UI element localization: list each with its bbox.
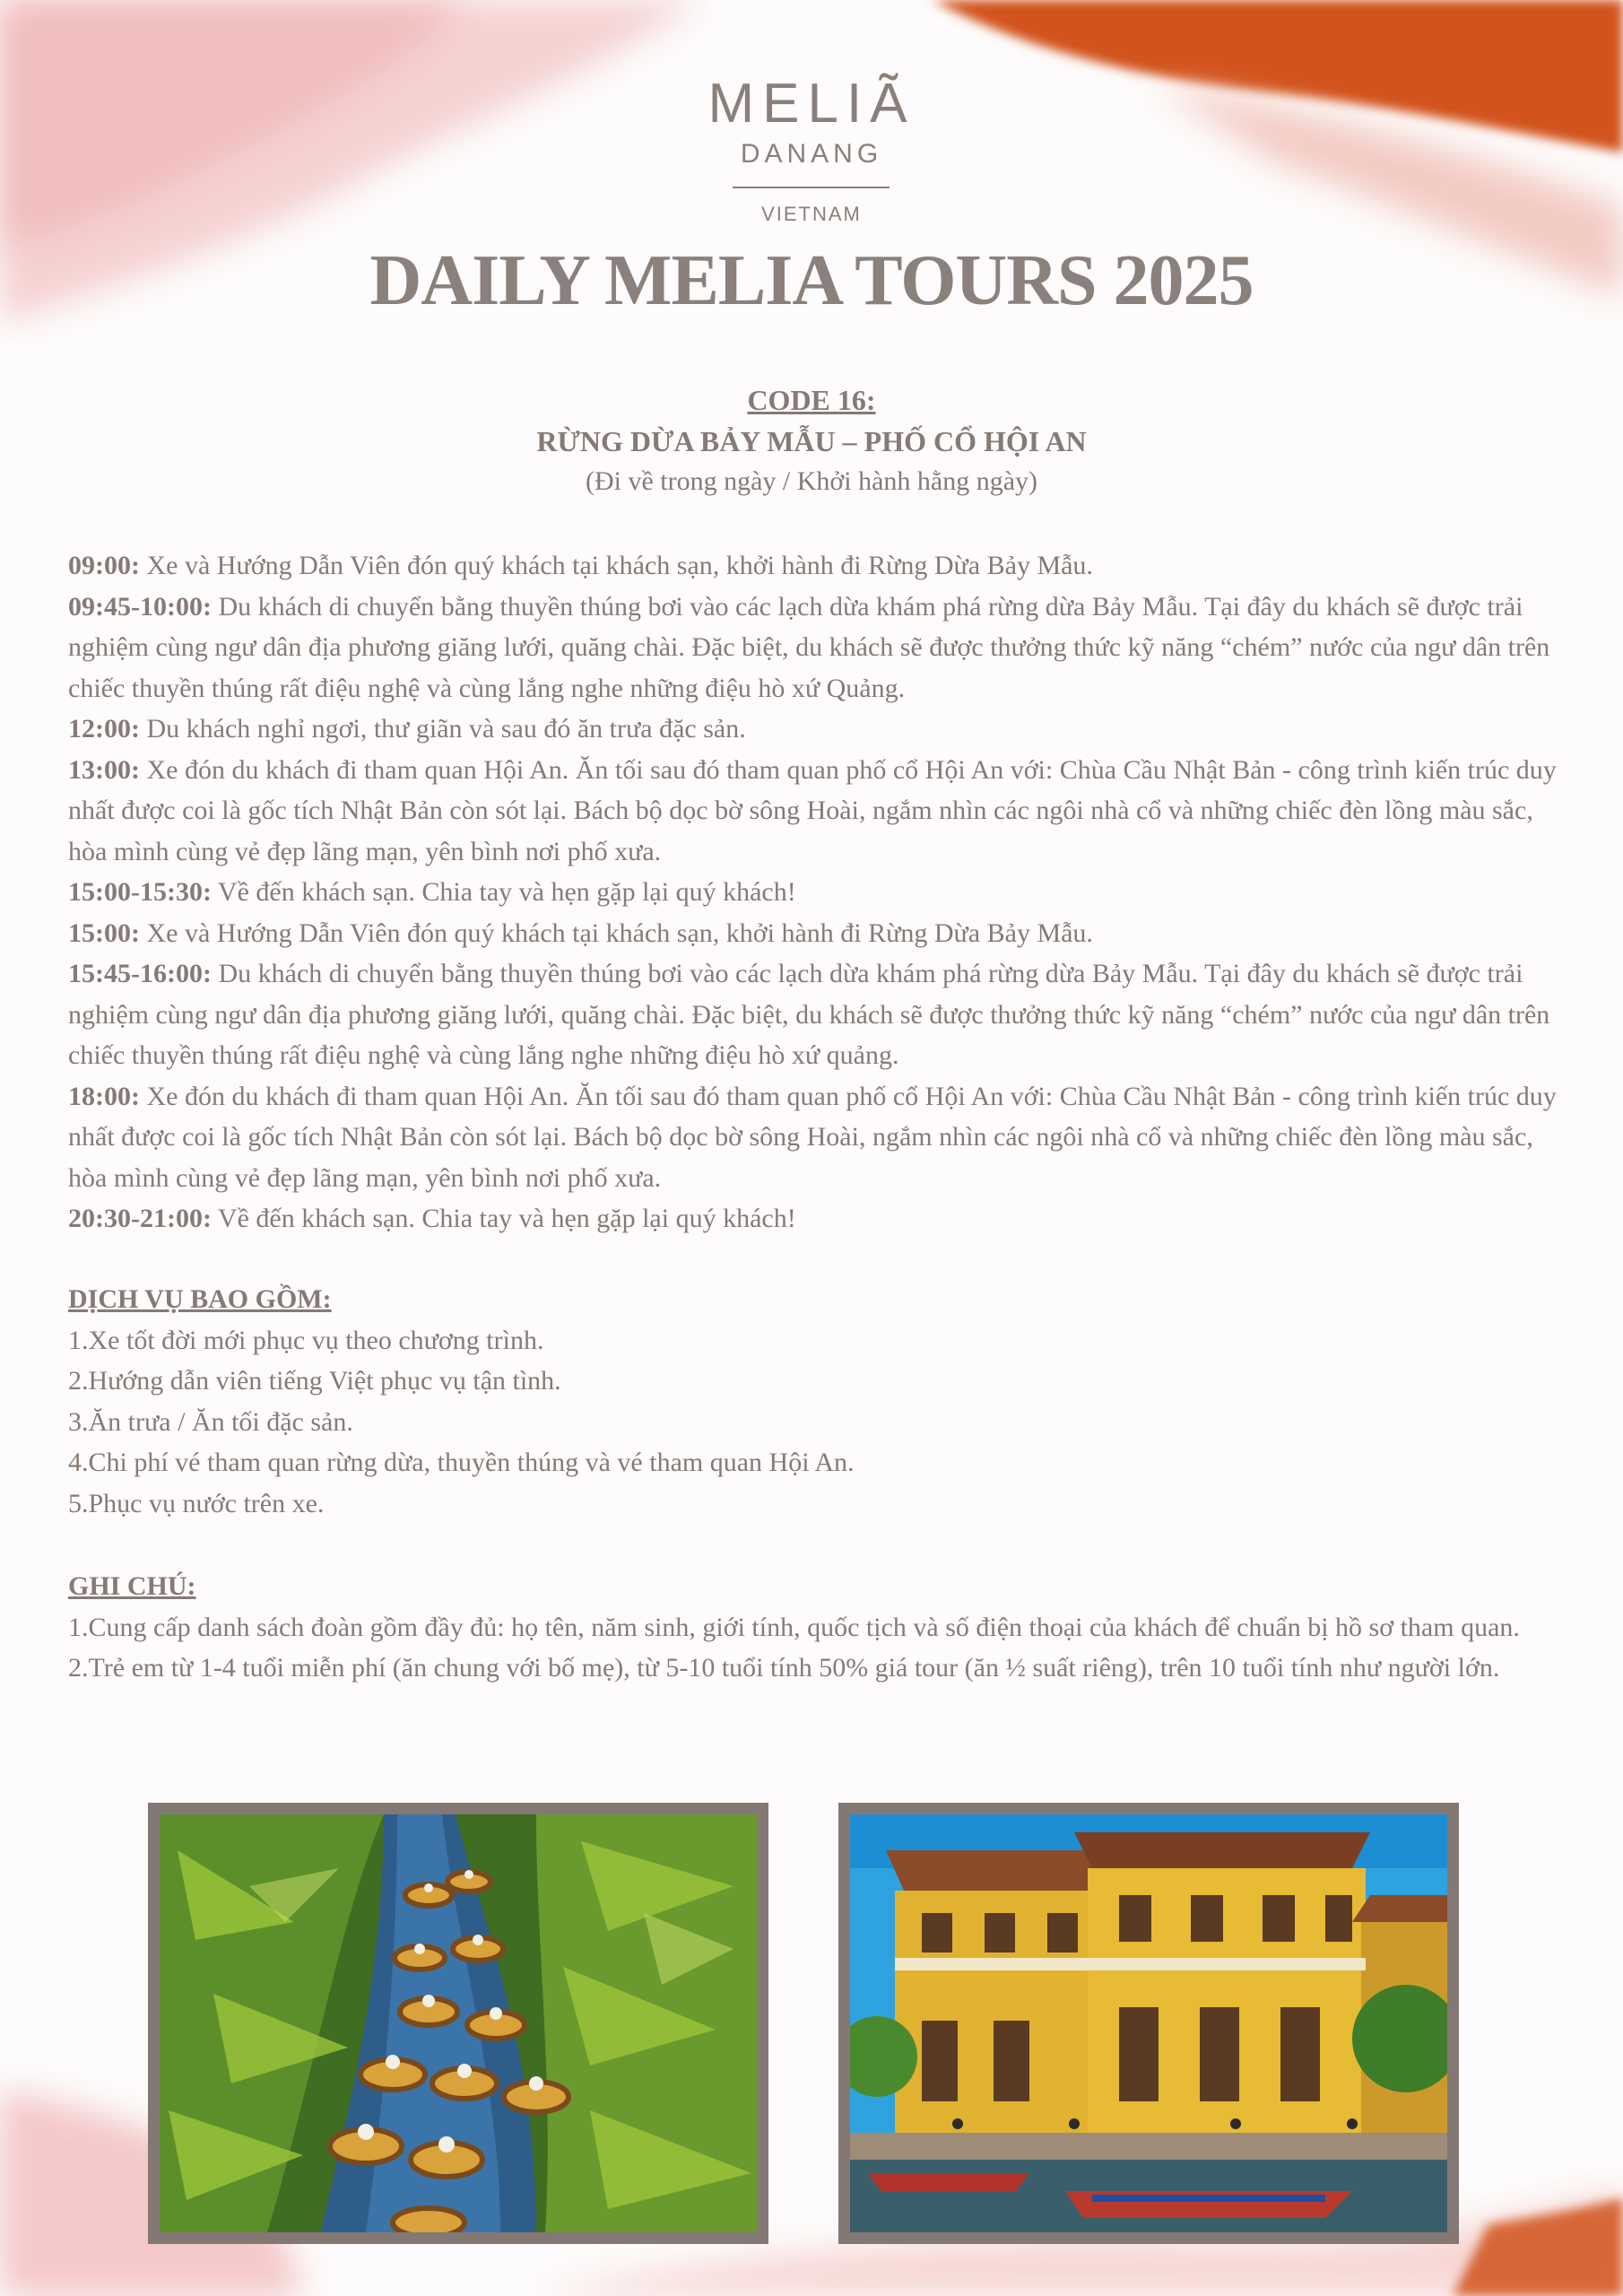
itinerary-item [68,1198,1557,1239]
itinerary-time: 18:00: [68,1081,140,1111]
itinerary-item [68,587,1557,709]
itinerary-time: 20:30-21:00: [68,1204,212,1233]
coconut-forest-image [160,1814,757,2232]
service-item: 2.Hướng dẫn viên tiếng Việt phục vụ tận tình. [68,1366,561,1396]
logo-divider [733,187,890,188]
tour-route: RỪNG DỪA BẢY MẪU – PHỐ CỔ HỘI AN [536,425,1087,457]
itinerary-text: Du khách di chuyển bằng thuyền thúng bơi vào các lạch dừa khám phá rừng dừa Bảy Mẫu. Tại đây du khách sẽ được trải nghiệm cùng ngư dân địa phương giăng lưới, quăng chài. Đặc biệt, du khách sẽ được thưởng thức kỹ năng “chém” nước của ngư dân trên chiếc thuyền thúng rất điệu nghệ và cùng lắng nghe những điệu hò xứ quảng. [68,959,1550,1070]
itinerary-text: Xe đón du khách đi tham quan Hội An. Ăn tối sau đó tham quan phố cổ Hội An với: Chùa Cầu Nhật Bản - công trình kiến trúc duy nhất được coi là gốc tích Nhật Bản còn sót lại. Bách bộ dọc bờ sông Hoài, ngắm nhìn các ngôi nhà cổ và những chiếc đèn lồng màu sắc, hòa mình cùng vẻ đẹp lãng mạn, yên bình nơi phố xưa. [68,754,1557,866]
note-item: 1.Cung cấp danh sách đoàn gồm đầy đủ: họ tên, năm sinh, giới tính, quốc tịch và số điện thoại của khách để chuẩn bị hồ sơ tham quan. [68,1612,1520,1642]
photo-hoi-an [838,1803,1459,2244]
note-item: 2.Trẻ em từ 1-4 tuổi miễn phí (ăn chung với bố mẹ), từ 5-10 tuổi tính 50% giá tour (ăn ½ suất riêng), trên 10 tuổi tính như người lớn. [68,1653,1500,1683]
service-item: 5.Phục vụ nước trên xe. [68,1488,325,1518]
service-item: 3.Ăn trưa / Ăn tối đặc sản. [68,1406,353,1437]
notes-section [68,1566,1557,1689]
itinerary-text: Du khách di chuyển bằng thuyền thúng bơi vào các lạch dừa khám phá rừng dừa Bảy Mẫu. Tại đây du khách sẽ được trải nghiệm cùng ngư dân địa phương giăng lưới, quăng chài. Đặc biệt, du khách sẽ được thưởng thức kỹ năng “chém” nước của ngư dân trên chiếc thuyền thúng rất điệu nghệ và cùng lắng nghe những điệu hò xứ Quảng. [68,591,1550,703]
tour-code: CODE 16: [747,384,876,416]
service-item: 4.Chi phí vé tham quan rừng dừa, thuyền thúng và vé tham quan Hội An. [68,1448,855,1477]
page-title: DAILY MELIA TOURS 2025 [369,241,1254,320]
itinerary-item [68,953,1557,1076]
services-title: DỊCH VỤ BAO GỒM: [68,1284,332,1314]
brand-logo: MELIÃ [707,73,916,135]
itinerary-item [68,750,1557,873]
services-section [68,1279,1557,1524]
itinerary-time: 15:00-15:30: [68,877,212,907]
itinerary-time: 15:00: [68,918,140,948]
itinerary-text: Về đến khách sạn. Chia tay và hẹn gặp lại quý khách! [211,877,796,907]
itinerary-item [68,913,1557,954]
service-item: 1.Xe tốt đời mới phục vụ theo chương trình. [68,1325,544,1355]
itinerary-time: 15:45-16:00: [68,959,212,988]
itinerary-item [68,872,1557,913]
itinerary-time: 09:00: [68,551,140,580]
itinerary-time: 13:00: [68,754,140,785]
tour-schedule-note: (Đi về trong ngày / Khởi hành hằng ngày) [585,466,1038,496]
itinerary [68,545,1557,1239]
logo-country: VIETNAM [761,203,862,225]
photo-coconut-forest [148,1803,768,2244]
itinerary-time: 12:00: [68,714,140,744]
itinerary-time: 09:45-10:00: [68,591,212,622]
notes-title: GHI CHÚ: [68,1571,196,1601]
itinerary-item [68,709,1557,750]
itinerary-text: Xe đón du khách đi tham quan Hội An. Ăn tối sau đó tham quan phố cổ Hội An với: Chùa Cầu Nhật Bản - công trình kiến trúc duy nhất được coi là gốc tích Nhật Bản còn sót lại. Bách bộ dọc bờ sông Hoài, ngắm nhìn các ngôi nhà cổ và những chiếc đèn lồng màu sắc, hòa mình cùng vẻ đẹp lãng mạn, yên bình nơi phố xưa. [68,1081,1557,1193]
hoi-an-image [850,1814,1447,2232]
itinerary-text: Xe và Hướng Dẫn Viên đón quý khách tại khách sạn, khởi hành đi Rừng Dừa Bảy Mẫu. [139,551,1093,580]
itinerary-item [68,545,1557,587]
logo-city: DANANG [740,139,883,169]
itinerary-text: Xe và Hướng Dẫn Viên đón quý khách tại khách sạn, khởi hành đi Rừng Dừa Bảy Mẫu. [139,918,1093,948]
itinerary-text: Về đến khách sạn. Chia tay và hẹn gặp lại quý khách! [211,1204,796,1233]
itinerary-text: Du khách nghỉ ngơi, thư giãn và sau đó ăn trưa đặc sản. [139,714,746,744]
itinerary-item [68,1076,1557,1199]
